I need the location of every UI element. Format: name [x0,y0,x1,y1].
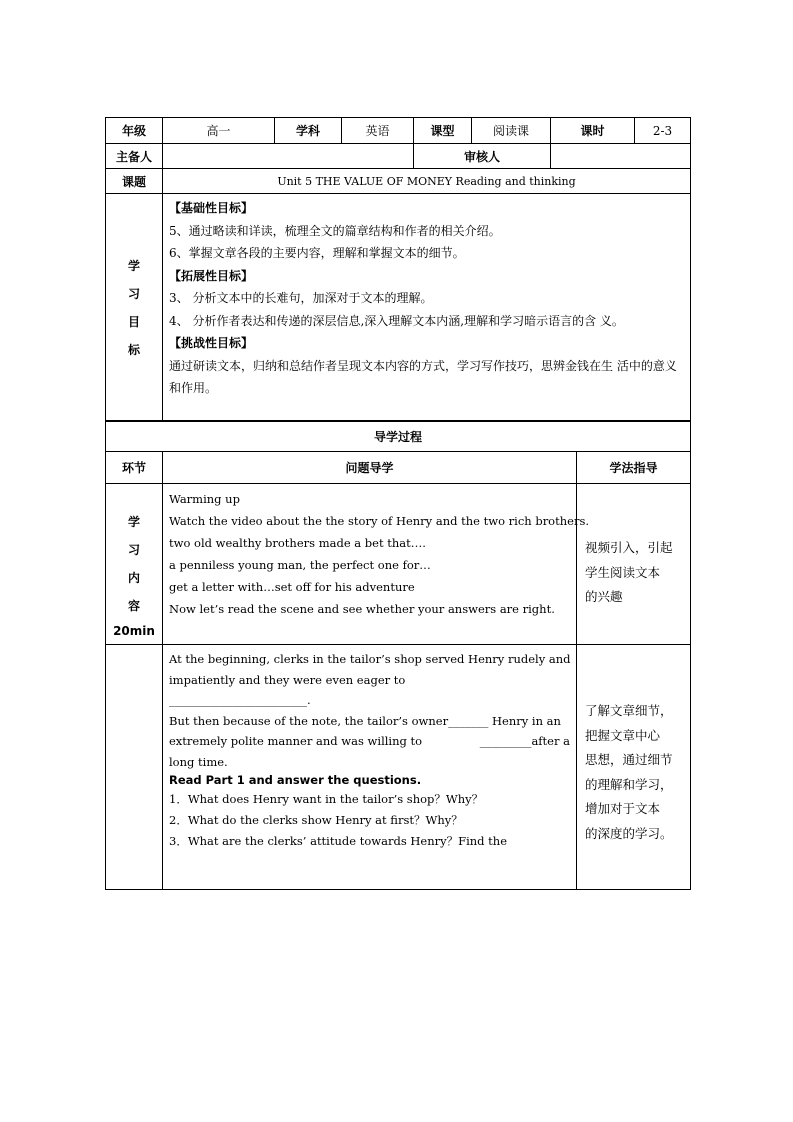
blank-text: _________after a [479,734,570,748]
objectives-content [163,194,691,422]
periods-label: 课时 [551,118,635,144]
lesson-type-label: 课型 [414,118,472,144]
method-line: 的理解和学习， [585,776,673,792]
question-item: 1．What does Henry want in the tailor’s shop？Why？ [169,792,484,806]
basic-objectives-heading: 【基础性目标】 [169,201,254,215]
section1-side-label [106,484,163,645]
content-line: But then because of the note, the tailor’s owner_______ Henry in an [169,713,561,728]
content-line: get a letter with…set off for his adventure [169,580,415,594]
grade-value: 高一 [163,118,275,144]
process-title: 导学过程 [106,421,691,452]
section1-content [163,484,589,645]
info-table [105,117,691,422]
extended-objectives-heading: 【拓展性目标】 [169,268,254,283]
side-char: 学 [127,515,140,529]
method-line: 的深度的学习。 [585,825,673,841]
content-text: extremely polite manner and was willing to [169,734,423,748]
challenge-objective-item: 通过研读文本，归纳和总结作者呈现文本内容的方式，学习写作技巧，思辨金钱在生 活中的意义和作用。 [169,358,677,395]
basic-objective-item: 6、掌握文章各段的主要内容，理解和掌握文本的细节。 [169,246,465,260]
content-line: At the beginning, clerks in the tailor’s shop served Henry rudely and [169,652,571,666]
question-item: 3．What are the clerks’ attitude towards Henry？Find the [169,834,508,848]
basic-objective-item: 5、通过略读和详读，梳理全文的篇章结构和作者的相关介绍。 [169,223,501,238]
preparer-row [106,144,691,169]
reviewer-label: 审核人 [414,144,551,169]
method-line: 增加对于文本 [585,801,661,816]
topic-row [106,169,691,194]
challenge-objectives-heading: 【挑战性目标】 [169,336,254,350]
warmup-heading: Warming up [169,492,240,506]
side-char: 标 [127,342,140,357]
side-char: 目 [127,314,140,329]
question-column-header: 问题导学 [163,452,577,484]
process-title-row [106,421,691,452]
extended-objective-item: 4、 分析作者表达和传递的深层信息,深入理解文本内涵,理解和学习暗示语言的含 义。 [169,313,624,328]
section2-side-label [106,645,163,890]
objectives-side-label [106,194,163,422]
duration-label: 20min [113,624,155,638]
side-char: 习 [127,286,140,301]
content-line: a penniless young man, the perfect one for… [169,558,431,572]
lesson-type-value: 阅读课 [472,118,551,144]
read-part1-heading: Read Part 1 and answer the questions. [169,773,422,787]
question-item: 2．What do the clerks show Henry at first？Why？ [169,813,463,827]
subject-label: 学科 [275,118,342,144]
grade-label: 年级 [106,118,163,144]
section2-content [163,645,577,890]
content-line [169,731,570,752]
process-table [105,420,691,890]
objectives-row [106,194,691,422]
method-line: 视频引入，引起 [585,540,673,555]
content-line: impatiently and they were even eager to [169,672,406,687]
content-line: two old wealthy brothers made a bet that…. [169,536,426,550]
header-row [106,118,691,144]
subject-value: 英语 [342,118,414,144]
method-line: 学生阅读文本 [585,564,661,580]
content-line: Now let’s read the scene and see whether your answers are right. [169,602,555,616]
blank-line: ________________________. [169,693,311,707]
content-line: long time. [169,754,228,769]
side-char: 容 [127,599,140,613]
method-line: 思想，通过细节 [585,752,673,767]
preparer-label: 主备人 [106,144,163,169]
extended-objective-item: 3、 分析文本中的长难句，加深对于文本的理解。 [169,291,433,305]
method-line: 了解文章细节， [585,703,673,718]
section1-method [577,484,691,645]
topic-label: 课题 [106,169,163,194]
method-line: 的兴趣 [585,589,623,604]
section2-method [577,645,691,890]
side-char: 习 [127,543,140,557]
side-char: 学 [127,258,140,273]
stage-column-header: 环节 [106,452,163,484]
topic-value: Unit 5 THE VALUE OF MONEY Reading and thinking [163,169,691,194]
method-column-header: 学法指导 [577,452,691,484]
section2-row [106,645,691,890]
reviewer-value [551,144,691,169]
preparer-value [163,144,414,169]
content-line: Watch the video about the the story of Henry and the two rich brothers. [169,514,589,528]
section1-row [106,484,691,645]
side-char: 内 [127,571,140,585]
periods-value: 2-3 [635,118,691,144]
process-header-row [106,452,691,484]
method-line: 把握文章中心 [585,727,661,743]
